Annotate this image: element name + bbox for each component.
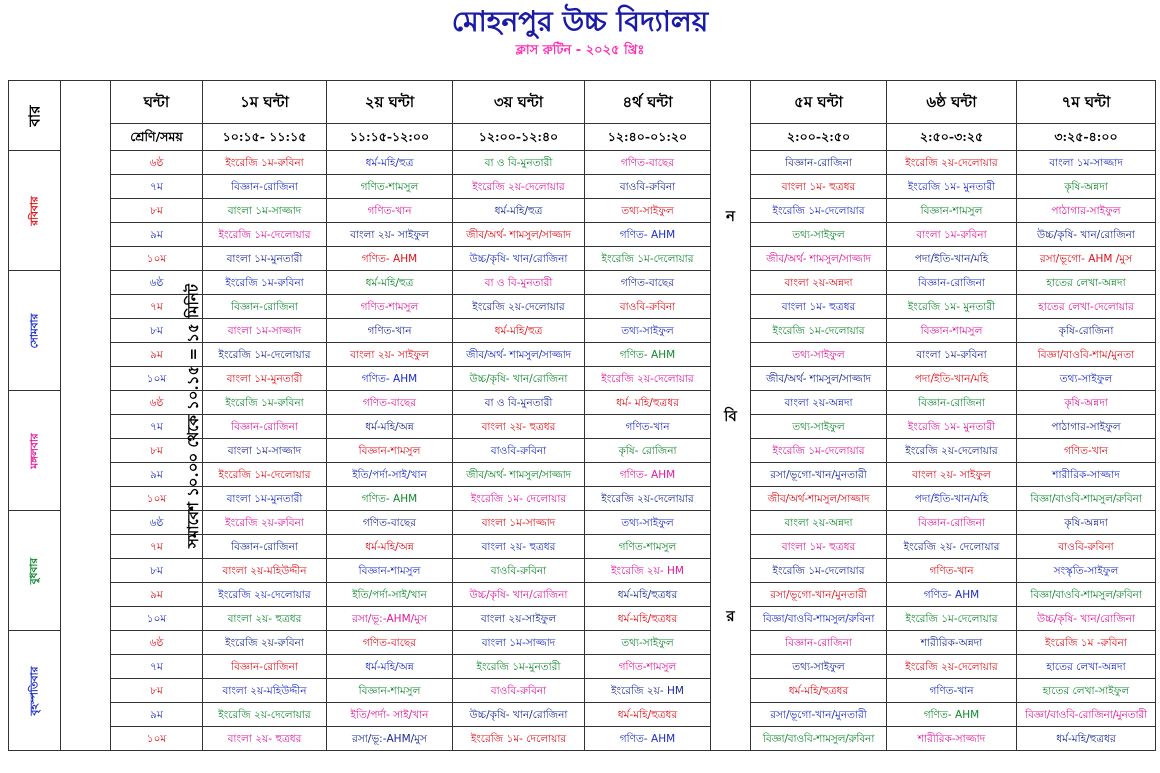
subject-cell: কৃষি-অন্নদা (1017, 391, 1156, 415)
period-time: ১১:১৫-১২:০০ (327, 124, 453, 151)
subject-cell: বাংলা ১ম- হুত্রধর (751, 175, 887, 199)
subject-cell: গণিত- AHM (585, 727, 711, 751)
subject-cell: ইংরেজি ২য়-দেলোয়ার (887, 439, 1017, 463)
subject-cell: বাওবি-রুবিনা (585, 295, 711, 319)
class-cell: ১০ম (111, 607, 203, 631)
subject-cell: গণিত-শামসুল (327, 175, 453, 199)
subject-cell: ইংরেজি ১ম-রুবিনা (203, 271, 327, 295)
subject-cell: বাংলা ১ম- হুত্রধর (751, 535, 887, 559)
subject-cell: ইতি/পর্দা- সাই/খান (327, 703, 453, 727)
day-cell (9, 151, 61, 271)
subject-cell: গণিত- AHM (585, 463, 711, 487)
subject-cell: গণিত-খান (887, 679, 1017, 703)
class-cell: ১০ম (111, 727, 203, 751)
table-row (9, 463, 1156, 487)
table-row (9, 559, 1156, 583)
subject-cell: জীব/অর্থ- শামসুল/সাজ্জাদ (751, 247, 887, 271)
subject-cell: বাংলা ১ম-রুবিনা (887, 343, 1017, 367)
subject-cell: সংস্কৃতি-সাইফুল (1017, 559, 1156, 583)
class-cell: ৭ম (111, 295, 203, 319)
period-label: ৪র্থ ঘন্টা (585, 81, 711, 124)
subject-cell: রসা/ভূগো-খান/মুনতারী (751, 463, 887, 487)
class-cell: ৯ম (111, 583, 203, 607)
subject-cell: ইংরেজি ২য়-দেলোয়ার (585, 487, 711, 511)
table-row (9, 511, 1156, 535)
subject-cell: গণিত- AHM (585, 223, 711, 247)
subject-cell: ধর্ম-মহি/অন্ন (327, 535, 453, 559)
subject-cell: বাংলা ১ম-সাজ্জাদ (453, 511, 585, 535)
subject-cell: বিজ্ঞান-রোজিনা (203, 655, 327, 679)
subject-cell: জীব/অর্থ- শামসুল/সাজ্জাদ (453, 463, 585, 487)
subject-cell: গণিত-শামসুল (585, 535, 711, 559)
subject-cell: বাংলা ২য়- সাইফুল (887, 463, 1017, 487)
subject-cell: গণিত-বাছের (327, 511, 453, 535)
subject-cell: ইংরেজি ১ম-মুনতারী (453, 655, 585, 679)
subject-cell: বাংলা ১ম-সাজ্জাদ (1017, 151, 1156, 175)
subject-cell: গণিত-বাছের (327, 631, 453, 655)
subject-cell: বাংলা ২য়-অন্নদা (751, 511, 887, 535)
subject-cell: রসা/ভূগো- AHM /মুস (1017, 247, 1156, 271)
table-row (9, 487, 1156, 511)
subject-cell: বাংলা ২য়-মহিউদ্দীন (203, 559, 327, 583)
subject-cell: ইংরেজি ২য়-দেলোয়ার (453, 175, 585, 199)
subject-cell: হাতের লেখা-সাইফুল (1017, 679, 1156, 703)
subject-cell: ধর্ম-মহি/অন্ন (327, 415, 453, 439)
routine-subtitle: ক্লাস রুটিন - ২০২৫ খ্রিঃ (515, 43, 645, 58)
subject-cell: ইংরেজি ২য়-দেলোয়ার (887, 655, 1017, 679)
subject-cell: বিজ্ঞান-রোজিনা (751, 631, 887, 655)
table-row (9, 223, 1156, 247)
table-row (9, 679, 1156, 703)
subject-cell: শারীরিক-অন্নদা (887, 631, 1017, 655)
subject-cell: ইংরেজি ২য়-দেলোয়ার (203, 703, 327, 727)
subject-cell: তথ্য-সাইফুল (585, 511, 711, 535)
subject-cell: বাংলা ২য়-অন্নদা (751, 271, 887, 295)
subject-cell: কৃষি-অন্নদা (1017, 175, 1156, 199)
break-label (711, 116, 750, 716)
table-row (9, 655, 1156, 679)
subject-cell: হাতের লেখা-অন্নদা (1017, 271, 1156, 295)
table-row (9, 175, 1156, 199)
class-cell: ৯ম (111, 223, 203, 247)
subject-cell: তথ্য-সাইফুল (585, 631, 711, 655)
break-letter: ন (726, 206, 735, 225)
table-row (9, 415, 1156, 439)
subject-cell: গণিত-শামসুল (327, 295, 453, 319)
subject-cell: বাংলা ২য়-অন্নদা (751, 391, 887, 415)
subject-cell: ধর্ম-মহি/হুত্রধর (585, 583, 711, 607)
subject-cell: বাংলা ১ম- হুত্রধর (751, 295, 887, 319)
subject-cell: ইংরেজি ১ম- দেলোয়ার (453, 727, 585, 751)
day-name: মঙ্গলবার (28, 432, 41, 469)
period-label: ১ম ঘন্টা (203, 81, 327, 124)
day-cell (9, 511, 61, 631)
subject-cell: গণিত- AHM (327, 367, 453, 391)
subject-cell: বিজ্ঞান-রোজিনা (887, 271, 1017, 295)
subject-cell: ইংরেজি ১ম-দেলোয়ার (887, 607, 1017, 631)
subject-cell: ইংরেজি ২য়-রুবিনা (203, 511, 327, 535)
class-cell: ৮ম (111, 559, 203, 583)
subject-cell: বিজ্ঞান-শামসুল (887, 199, 1017, 223)
subject-cell: বিজ্ঞান-রোজিনা (203, 415, 327, 439)
subject-cell: ধর্ম-মহি/হুত্রধর (751, 679, 887, 703)
table-row (9, 583, 1156, 607)
subject-cell: বাংলা ২য়- হুত্রধর (453, 415, 585, 439)
assembly-label: সমাবেশ ১০.০০ থেকে ১০.১৫ = ১৫ মিনিট (183, 283, 202, 548)
subject-cell: বিজ্ঞা/বাওবি-রোজিনা/মুনতারী (1017, 703, 1156, 727)
subject-cell: ধর্ম-মহি/হুত্র (327, 271, 453, 295)
subject-cell: পদা/ইতি-খান/মহি (887, 487, 1017, 511)
subject-cell: উচ্চ/কৃষি- খান/রোজিনা (1017, 223, 1156, 247)
subject-cell: বাংলা ১ম-রুবিনা (887, 223, 1017, 247)
subject-cell: বিজ্ঞান-রোজিনা (203, 175, 327, 199)
subject-cell: হাতের লেখা-দেলোয়ার (1017, 295, 1156, 319)
day-header-label: বার (25, 105, 44, 126)
subject-cell: ইংরেজি ১ম-দেলোয়ার (751, 199, 887, 223)
class-cell: ৭ম (111, 415, 203, 439)
class-cell: ৯ম (111, 703, 203, 727)
subject-cell: গণিত- AHM (585, 343, 711, 367)
subject-cell: উচ্চ/কৃষি- খান/রোজিনা (453, 703, 585, 727)
table-row (9, 703, 1156, 727)
subject-cell: বাংলা ২য়-সাইফুল (453, 607, 585, 631)
subject-cell: ইতি/পর্দা-সাই/খান (327, 463, 453, 487)
subject-cell: তথ্য-সাইফুল (585, 199, 711, 223)
subject-cell: বাওবি-রুবিনা (453, 559, 585, 583)
subject-cell: বাওবি-রুবিনা (453, 439, 585, 463)
table-row (9, 319, 1156, 343)
subject-cell: হাতের লেখা-অন্নদা (1017, 655, 1156, 679)
class-cell: ১০ম (111, 487, 203, 511)
subject-cell: ইংরেজি ১ম-দেলোয়ার (203, 223, 327, 247)
subject-cell: গণিত-বাছের (327, 391, 453, 415)
subject-cell: ইংরেজি ১ম-দেলোয়ার (751, 439, 887, 463)
day-cell (9, 271, 61, 391)
subject-cell: ইংরেজি ২য়-রুবিনা (203, 631, 327, 655)
subject-cell: জীব/অর্থ- শামসুল/সাজ্জাদ (751, 367, 887, 391)
subject-cell: ইংরেজি ২য়- HM (585, 559, 711, 583)
subject-cell: ইংরেজি ১ম-দেলোয়ার (585, 247, 711, 271)
table-row (9, 607, 1156, 631)
subject-cell: ইংরেজি ২য়-দেলোয়ার (203, 583, 327, 607)
subject-cell: রসা/ভূগো-খান/মুনতারী (751, 703, 887, 727)
class-cell: ৬ষ্ঠ (111, 391, 203, 415)
subject-cell: গণিত-খান (327, 319, 453, 343)
table-row (9, 295, 1156, 319)
subject-cell: বিজ্ঞান-রোজিনা (887, 391, 1017, 415)
class-cell: ৮ম (111, 319, 203, 343)
subject-cell: বা ও বি-মুনতারী (453, 391, 585, 415)
subject-cell: বিজ্ঞা/বাওবি-শামসুল/রুবিনা (751, 607, 887, 631)
subject-cell: বাংলা ১ম-সাজ্জাদ (203, 199, 327, 223)
subject-cell: তথ্য-সাইফুল (751, 415, 887, 439)
subject-cell: বিজ্ঞান-শামসুল (327, 679, 453, 703)
subject-cell: বাংলা ১ম-সাজ্জাদ (453, 631, 585, 655)
class-cell: ৭ম (111, 175, 203, 199)
subject-cell: বিজ্ঞা/বাওবি-শামসুল/রুবিনা (751, 727, 887, 751)
subject-cell: বাংলা ১ম-মুনতারী (203, 367, 327, 391)
subject-cell: ইংরেজি ২য়-দেলোয়ার (453, 295, 585, 319)
subject-cell: শারীরিক-সাজ্জাদ (887, 727, 1017, 751)
subject-cell: বাওবি-রুবিনা (453, 679, 585, 703)
subject-cell: ইংরেজি ২য়- HM (585, 679, 711, 703)
subject-cell: পাঠাগার-সাইফুল (1017, 415, 1156, 439)
subject-cell: গণিত-খান (327, 199, 453, 223)
subject-cell: ইংরেজি ১ম- দেলোয়ার (453, 487, 585, 511)
subject-cell: ইংরেজি ১ম-রুবিনা (203, 391, 327, 415)
class-cell: ৭ম (111, 655, 203, 679)
day-name: রবিবার (28, 195, 41, 226)
class-cell: ৯ম (111, 463, 203, 487)
table-row (9, 151, 1156, 175)
subject-cell: বা ও বি-মুনতারী (453, 271, 585, 295)
subject-cell: উচ্চ/কৃষি- খান/রোজিনা (453, 583, 585, 607)
subject-cell: উচ্চ/কৃষি- খান/রোজিনা (453, 367, 585, 391)
table-row (9, 391, 1156, 415)
period-time: ১০:১৫- ১১:১৫ (203, 124, 327, 151)
class-time-header: শ্রেণি/সময় (111, 124, 203, 151)
period-time: ১২:৪০-০১:২০ (585, 124, 711, 151)
subject-cell: কৃষি-অন্নদা (1017, 511, 1156, 535)
class-cell: ৬ষ্ঠ (111, 511, 203, 535)
class-cell: ৮ম (111, 679, 203, 703)
subject-cell: বাংলা ২য়- হুত্রধর (453, 535, 585, 559)
subject-cell: বাংলা ২য়- হুত্রধর (203, 727, 327, 751)
day-cell (9, 631, 61, 751)
subject-cell: ধর্ম-মহি/হুত্রধর (1017, 727, 1156, 751)
period-time: ২:৫০-৩:২৫ (887, 124, 1017, 151)
table-row (9, 343, 1156, 367)
break-column (711, 81, 751, 751)
subject-cell: ইংরেজি ১ম- মুনতারী (887, 295, 1017, 319)
day-name: সোমবার (28, 313, 41, 348)
period-time: ২:০০-২:৫০ (751, 124, 887, 151)
subject-cell: গণিত- AHM (887, 703, 1017, 727)
subject-cell: বিজ্ঞান-শামসুল (327, 559, 453, 583)
subject-cell: তথ্য-সাইফুল (751, 655, 887, 679)
table-row (9, 727, 1156, 751)
subject-cell: জীব/অর্থ-শামসুল/সাজ্জাদ (751, 487, 887, 511)
subject-cell: বিজ্ঞা/বাওবি-শামসুল/রুবিনা (1017, 487, 1156, 511)
subject-cell: জীব/অর্থ- শামসুল/সাজ্জাদ (453, 223, 585, 247)
subject-cell: ইংরেজি ১ম-দেলোয়ার (751, 319, 887, 343)
subject-cell: ইংরেজি ১ম -রুবিনা (1017, 631, 1156, 655)
subject-cell: ইতি/পর্দা-সাই/খান (327, 583, 453, 607)
subject-cell: গণিত-খান (887, 559, 1017, 583)
day-name: বুধবার (28, 557, 41, 584)
subject-cell: ধর্ম-মহি/হুত্র (453, 319, 585, 343)
subject-cell: ইংরেজি ২য়-দেলোয়ার (585, 367, 711, 391)
class-cell: ১০ম (111, 367, 203, 391)
table-row (9, 271, 1156, 295)
subject-cell: গণিত- AHM (887, 583, 1017, 607)
subject-cell: বিজ্ঞা/বাওবি-শাম/মুনতা (1017, 343, 1156, 367)
subject-cell: ধর্ম-মহি/হুত্র (453, 199, 585, 223)
subject-cell: বাংলা ২য়- সাইফুল (327, 343, 453, 367)
table-row (9, 631, 1156, 655)
subject-cell: ইংরেজি ১ম-রুবিনা (203, 151, 327, 175)
subject-cell: ইংরেজি ২য়- দেলোয়ার (887, 535, 1017, 559)
day-cell (9, 391, 61, 511)
subject-cell: ইংরেজি ১ম- মুনতারী (887, 415, 1017, 439)
day-name: বৃহস্পতিবার (28, 666, 41, 715)
subject-cell: বাংলা ১ম-মুনতারী (203, 487, 327, 511)
subject-cell: পাঠাগার-সাইফুল (1017, 199, 1156, 223)
break-letter: র (726, 606, 735, 625)
subject-cell: ধর্ম-মহি/হুত্র (327, 151, 453, 175)
subject-cell: বাংলা ১ম-সাজ্জাদ (203, 319, 327, 343)
table-row (9, 535, 1156, 559)
subject-cell: রসা/ভূগো-খান/মুনতারী (751, 583, 887, 607)
subject-cell: কৃষি-রোজিনা (1017, 319, 1156, 343)
class-cell: ৯ম (111, 343, 203, 367)
subject-cell: বাংলা ১ম-মুনতারী (203, 247, 327, 271)
school-title: মোহনপুর উচ্চ বিদ্যালয় (451, 5, 709, 38)
subject-cell: বিজ্ঞান-রোজিনা (887, 511, 1017, 535)
subject-cell: বিজ্ঞা/বাওবি-শামসুল/রুবিনা (1017, 583, 1156, 607)
period-time: ১২:০০-১২:৪০ (453, 124, 585, 151)
table-row (9, 367, 1156, 391)
subject-cell: উচ্চ/কৃষি- খান/রোজিনা (453, 247, 585, 271)
period-label: ৭ম ঘন্টা (1017, 81, 1156, 124)
subject-cell: বাংলা ১ম-সাজ্জাদ (203, 439, 327, 463)
subject-cell: তথ্য-সাইফুল (585, 319, 711, 343)
subject-cell: বিজ্ঞান-শামসুল (327, 439, 453, 463)
subject-cell: বিজ্ঞান-রোজিনা (751, 151, 887, 175)
class-cell: ১০ম (111, 247, 203, 271)
period-label: ৩য় ঘন্টা (453, 81, 585, 124)
period-time: ৩:২৫-৪:০০ (1017, 124, 1156, 151)
class-routine-table (8, 80, 1156, 751)
subject-cell: জীব/অর্থ- শামসুল/সাজ্জাদ (453, 343, 585, 367)
period-label: ২য় ঘন্টা (327, 81, 453, 124)
subject-cell: ধর্ম- মহি/হুত্রধর (585, 391, 711, 415)
class-cell: ৮ম (111, 439, 203, 463)
class-cell: ৬ষ্ঠ (111, 271, 203, 295)
subject-cell: গণিত-শামসুল (585, 655, 711, 679)
subject-cell: পদা/ইতি-খান/মহি (887, 367, 1017, 391)
subject-cell: বাওবি-রুবিনা (1017, 535, 1156, 559)
subject-cell: ধর্ম-মহি/হুত্রধর (585, 607, 711, 631)
day-header (9, 81, 61, 151)
class-cell: ৬ষ্ঠ (111, 151, 203, 175)
subject-cell: ইংরেজি ১ম-দেলোয়ার (751, 559, 887, 583)
subject-cell: বিজ্ঞান-রোজিনা (203, 535, 327, 559)
period-label: ৫ম ঘন্টা (751, 81, 887, 124)
subject-cell: বিজ্ঞান-শামসুল (887, 319, 1017, 343)
subject-cell: বাংলা ২য়-মহিউদ্দীন (203, 679, 327, 703)
subject-cell: বা ও বি-মুনতারী (453, 151, 585, 175)
subject-cell: গণিত-বাছের (585, 151, 711, 175)
subject-cell: বাংলা ২য়- সাইফুল (327, 223, 453, 247)
period-label: ৬ষ্ঠ ঘন্টা (887, 81, 1017, 124)
subject-cell: গণিত- AHM (327, 247, 453, 271)
class-cell: ৮ম (111, 199, 203, 223)
subject-cell: রসা/ভূ:-AHM/মুস (327, 607, 453, 631)
table-row (9, 247, 1156, 271)
subject-cell: গণিত-খান (1017, 439, 1156, 463)
table-row (9, 199, 1156, 223)
subject-cell: গণিত-খান (585, 415, 711, 439)
period-header: ঘন্টা (111, 81, 203, 124)
table-row (9, 439, 1156, 463)
subject-cell: গণিত-বাছের (585, 271, 711, 295)
break-letter: বি (724, 406, 737, 425)
subject-cell: শারীরিক-সাজ্জাদ (1017, 463, 1156, 487)
class-cell: ৬ষ্ঠ (111, 631, 203, 655)
subject-cell: বাংলা ২য়- হুত্রধর (203, 607, 327, 631)
subject-cell: ইংরেজি ১ম- মুনতারী (887, 175, 1017, 199)
subject-cell: বাওবি-রুবিনা (585, 175, 711, 199)
subject-cell: ইংরেজি ১ম-দেলোয়ার (203, 343, 327, 367)
subject-cell: ধর্ম-মহি/হুত্রধর (585, 703, 711, 727)
subject-cell: গণিত- AHM (327, 487, 453, 511)
subject-cell: তথ্য-সাইফুল (1017, 367, 1156, 391)
class-cell: ৭ম (111, 535, 203, 559)
subject-cell: তথ্য-সাইফুল (751, 223, 887, 247)
subject-cell: ইংরেজি ২য়-দেলোয়ার (887, 151, 1017, 175)
subject-cell: বিজ্ঞান-রোজিনা (203, 295, 327, 319)
subject-cell: তথ্য-সাইফুল (751, 343, 887, 367)
subject-cell: কৃষি- রোজিনা (585, 439, 711, 463)
subject-cell: রসা/ভূ:-AHM/মুস (327, 727, 453, 751)
subject-cell: ধর্ম-মহি/অন্ন (327, 655, 453, 679)
subject-cell: ইংরেজি ১ম-দেলোয়ার (203, 463, 327, 487)
subject-cell: উচ্চ/কৃষি- খান/রোজিনা (1017, 607, 1156, 631)
subject-cell: পদা/ইতি-খান/মহি (887, 247, 1017, 271)
